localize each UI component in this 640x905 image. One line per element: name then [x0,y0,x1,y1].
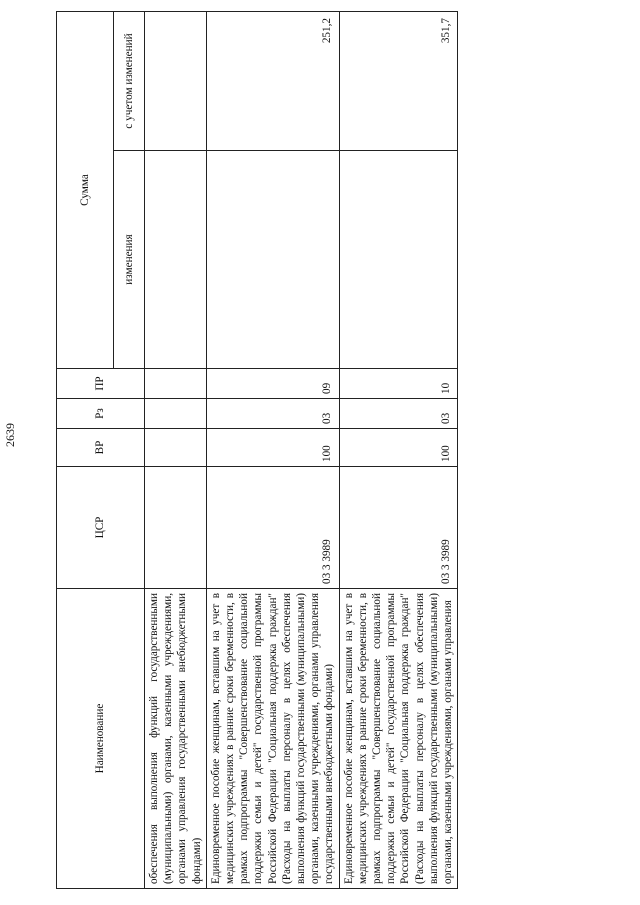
header-sum-with-changes: с учетом изменений [114,12,145,151]
row-with-changes [145,12,207,151]
row-rz: 03 [339,399,458,429]
header-row [57,12,114,889]
row-vr [145,429,207,467]
header-vr: ВР [57,429,145,467]
header-sum: Сумма [57,12,114,369]
row-vr: 100 [339,429,458,467]
row-change [339,151,458,369]
header-rz: Рз [57,399,145,429]
row-pr: 09 [206,369,339,399]
row-pr [145,369,207,399]
table-row [206,12,339,889]
table-row [339,12,458,889]
header-pr: ПР [57,369,145,399]
row-with-changes: 251,2 [206,12,339,151]
row-name: Единовременное пособие женщинам, вставшим на учет в медицинских учреждениях в ранние сроки беременности, в рамках подпрограммы "Совершенствование социальной поддержки семьи и детей" государственной программы Российской Федерации "Социальная поддержка граждан" (Расходы на выплаты персоналу в целях обеспечения выполнения функций государственными (муниципальными) органами, казенными учреждениями, органами управления государственными внебюджетными фондами) [206,589,339,889]
row-change [206,151,339,369]
table-row [145,12,207,889]
row-csr [145,467,207,589]
row-change [145,151,207,369]
row-pr: 10 [339,369,458,399]
budget-table [56,11,458,889]
header-csr: ЦСР [57,467,145,589]
header-sum-change: изменения [114,151,145,369]
row-vr: 100 [206,429,339,467]
row-rz [145,399,207,429]
row-name: обеспечения выполнения функций государственными (муниципальными) органами, казенными учреждениями, органами управления государственными внебюджетными фондами) [145,589,207,889]
row-with-changes: 351,7 [339,12,458,151]
row-name: Единовременное пособие женщинам, вставшим на учет в медицинских учреждениях в ранние сроки беременности, в рамках подпрограммы "Совершенствование социальной поддержки семьи и детей" государственной программы Российской Федерации "Социальная поддержка граждан" (Расходы на выплаты персоналу в целях обеспечения выполнения функций государственными (муниципальными) органами, казенными учреждениями, органами управления [339,589,458,889]
header-name: Наименование [57,589,145,889]
row-csr: 03 3 3989 [339,467,458,589]
row-rz: 03 [206,399,339,429]
page-number: 2639 [3,423,17,447]
row-csr: 03 3 3989 [206,467,339,589]
